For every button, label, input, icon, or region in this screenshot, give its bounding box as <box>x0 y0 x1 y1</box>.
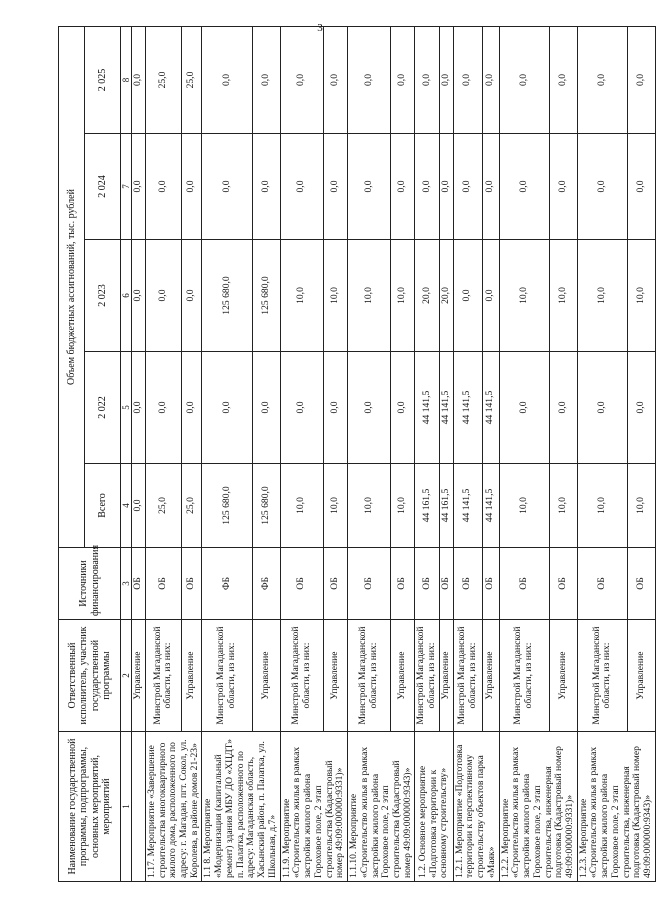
source-cell: ОБ <box>577 548 627 620</box>
table-row <box>577 27 627 882</box>
responsible-cell: Управление <box>549 620 577 732</box>
year-2024-cell: 0,0 <box>391 134 415 240</box>
year-2025-cell: 25,0 <box>182 27 202 134</box>
total-cell: 44 161,5 <box>415 464 439 548</box>
column-number: 6 <box>121 240 132 352</box>
year-2023-cell: 0,0 <box>483 240 500 352</box>
year-2023-cell: 10,0 <box>323 240 347 352</box>
total-cell: 25,0 <box>182 464 202 548</box>
year-2022-cell: 0,0 <box>182 352 202 464</box>
source-cell: ОБ <box>182 548 202 620</box>
year-2023-cell: 10,0 <box>348 240 391 352</box>
year-2025-cell: 0,0 <box>577 27 627 134</box>
total-cell: 44 161,5 <box>439 464 453 548</box>
total-cell: 10,0 <box>280 464 323 548</box>
page-number: 3 <box>317 22 323 34</box>
source-cell: ОБ <box>549 548 577 620</box>
total-cell: 0,0 <box>132 464 146 548</box>
header-year: 2 023 <box>85 240 121 352</box>
table-row <box>499 27 549 882</box>
year-2023-cell: 10,0 <box>577 240 627 352</box>
program-name-cell: 1.1.10. Мероприятие «Строительство жилья в рамках застройки жилого района Гороховое поле, 2 этап строительства (Кадастровый номер 49:09:000000:9343)» <box>348 732 415 882</box>
year-2025-cell: 0,0 <box>280 27 323 134</box>
year-2025-cell: 0,0 <box>252 27 280 134</box>
year-2025-cell: 25,0 <box>145 27 181 134</box>
header-source: Источники финансирования <box>59 548 121 620</box>
year-2024-cell: 0,0 <box>627 134 655 240</box>
total-cell: 10,0 <box>549 464 577 548</box>
column-number: 3 <box>121 548 132 620</box>
year-2022-cell: 44 141,5 <box>415 352 439 464</box>
year-2022-cell: 44 141,5 <box>483 352 500 464</box>
responsible-cell: Минстрой Магаданской области, из них: <box>280 620 323 732</box>
year-2025-cell: 0,0 <box>202 27 252 134</box>
year-2024-cell: 0,0 <box>202 134 252 240</box>
header-year: 2 024 <box>85 134 121 240</box>
year-2024-cell: 0,0 <box>499 134 549 240</box>
responsible-cell: Минстрой Магаданской области, из них: <box>348 620 391 732</box>
responsible-cell: Управление <box>132 620 146 732</box>
year-2023-cell: 0,0 <box>182 240 202 352</box>
program-name-cell: 1.2.2. Мероприятие «Строительство жилья в рамках застройки жилого района Гороховое поле, 2 этап строительства, инженерная подготовка (Кадастровый номер 49:09:000000:9331)» <box>499 732 577 882</box>
column-number: 2 <box>121 620 132 732</box>
year-2023-cell: 0,0 <box>132 240 146 352</box>
responsible-cell: Управление <box>252 620 280 732</box>
year-2022-cell: 0,0 <box>391 352 415 464</box>
year-2025-cell: 0,0 <box>391 27 415 134</box>
year-2024-cell: 0,0 <box>182 134 202 240</box>
year-2022-cell: 44 141,5 <box>453 352 482 464</box>
year-2024-cell: 0,0 <box>549 134 577 240</box>
year-2025-cell: 0,0 <box>549 27 577 134</box>
source-cell: ОБ <box>280 548 323 620</box>
column-number: 5 <box>121 352 132 464</box>
program-name-cell: 1.2.1. Мероприятие «Подготовка территории к перспективному строительству объектов парка «Маяк» <box>453 732 499 882</box>
total-cell: 44 141,5 <box>483 464 500 548</box>
responsible-cell: Минстрой Магаданской области, из них: <box>145 620 181 732</box>
year-2025-cell: 0,0 <box>132 27 146 134</box>
year-2024-cell: 0,0 <box>323 134 347 240</box>
year-2022-cell: 0,0 <box>132 352 146 464</box>
header-responsible: Ответственный исполнитель, участник государственной программы <box>59 620 121 732</box>
year-2024-cell: 0,0 <box>439 134 453 240</box>
budget-table <box>58 26 656 882</box>
total-cell: 10,0 <box>348 464 391 548</box>
year-2022-cell: 0,0 <box>348 352 391 464</box>
source-cell: ОБ <box>415 548 439 620</box>
responsible-cell: Управление <box>439 620 453 732</box>
responsible-cell: Управление <box>391 620 415 732</box>
table-row <box>280 27 323 882</box>
year-2025-cell: 0,0 <box>348 27 391 134</box>
year-2022-cell: 0,0 <box>323 352 347 464</box>
year-2025-cell: 0,0 <box>483 27 500 134</box>
column-number: 4 <box>121 464 132 548</box>
responsible-cell: Минстрой Магаданской области, из них: <box>453 620 482 732</box>
program-name-cell: 1.2. Основное мероприятие «Подготовка территории к основному строительству» <box>415 732 453 882</box>
year-2022-cell: 0,0 <box>145 352 181 464</box>
total-cell: 10,0 <box>627 464 655 548</box>
year-2022-cell: 0,0 <box>202 352 252 464</box>
table-row <box>415 27 439 882</box>
header-budget-group: Объем бюджетных ассигнований, тыс. рублей <box>59 27 85 548</box>
year-2023-cell: 10,0 <box>627 240 655 352</box>
column-number: 1 <box>121 732 132 882</box>
source-cell: ОБ <box>391 548 415 620</box>
year-2025-cell: 0,0 <box>499 27 549 134</box>
program-name-cell: 1.1.9. Мероприятие «Строительство жилья в рамках застройки жилого района Гороховое поле, 2 этап строительства (Кадастровый номер 49:09:000000:9331)» <box>280 732 347 882</box>
year-2023-cell: 20,0 <box>415 240 439 352</box>
source-cell: ОБ <box>323 548 347 620</box>
year-2023-cell: 125 680,0 <box>202 240 252 352</box>
total-cell: 125 680,0 <box>252 464 280 548</box>
table-row <box>202 27 252 882</box>
header-name: Наименование государственной программы, подпрограммы, основных мероприятий, мероприятий <box>59 732 121 882</box>
column-number: 7 <box>121 134 132 240</box>
total-cell: 44 141,5 <box>453 464 482 548</box>
source-cell: ОБ <box>453 548 482 620</box>
responsible-cell: Управление <box>323 620 347 732</box>
year-2024-cell: 0,0 <box>453 134 482 240</box>
year-2023-cell: 0,0 <box>453 240 482 352</box>
source-cell: ОБ <box>627 548 655 620</box>
source-cell: ФБ <box>202 548 252 620</box>
program-name-cell: 1.2.3. Мероприятие «Строительство жилья в рамках застройки жилого района Гороховое поле, 2 этап строительства, инженерная подготовка (Кадастровый номер 49:09:000000:9343)» <box>577 732 655 882</box>
program-name-cell: 1.17. Мероприятие «Завершение строительства многоквартирного жилого дома, расположенного по адресу: г. Магадан, пгт. Сокол, ул. Королева, в районе домов 21-23» <box>145 732 202 882</box>
year-2023-cell: 20,0 <box>439 240 453 352</box>
total-cell: 10,0 <box>391 464 415 548</box>
total-cell: 10,0 <box>323 464 347 548</box>
table-row <box>132 27 146 882</box>
program-name-cell <box>132 732 146 882</box>
year-2023-cell: 10,0 <box>280 240 323 352</box>
year-2024-cell: 0,0 <box>280 134 323 240</box>
source-cell: ОБ <box>483 548 500 620</box>
header-year: 2 022 <box>85 352 121 464</box>
source-cell: ОБ <box>499 548 549 620</box>
year-2025-cell: 0,0 <box>439 27 453 134</box>
year-2023-cell: 0,0 <box>145 240 181 352</box>
total-cell: 10,0 <box>577 464 627 548</box>
year-2022-cell: 0,0 <box>549 352 577 464</box>
total-cell: 125 680,0 <box>202 464 252 548</box>
source-cell: ФБ <box>252 548 280 620</box>
responsible-cell: Минстрой Магаданской области, из них: <box>577 620 627 732</box>
year-2023-cell: 10,0 <box>391 240 415 352</box>
year-2022-cell: 0,0 <box>577 352 627 464</box>
year-2024-cell: 0,0 <box>145 134 181 240</box>
responsible-cell: Управление <box>483 620 500 732</box>
year-2024-cell: 0,0 <box>348 134 391 240</box>
year-2022-cell: 0,0 <box>627 352 655 464</box>
year-2024-cell: 0,0 <box>415 134 439 240</box>
year-2023-cell: 10,0 <box>549 240 577 352</box>
source-cell: ОБ <box>439 548 453 620</box>
year-2025-cell: 0,0 <box>453 27 482 134</box>
year-2024-cell: 0,0 <box>483 134 500 240</box>
year-2022-cell: 0,0 <box>499 352 549 464</box>
total-cell: 10,0 <box>499 464 549 548</box>
column-number: 8 <box>121 27 132 134</box>
program-name-cell: 1.1 8. Мероприятие «Модернизация (капитальный ремонт) здания МБУ ДО «ХЦДТ» п. Палатка, расположенного по адресу: Магаданская область, Хасынский район, п. Палатка, ул. Школьная, д.7» <box>202 732 280 882</box>
header-total: Всего <box>85 464 121 548</box>
year-2024-cell: 0,0 <box>577 134 627 240</box>
table-row <box>453 27 482 882</box>
table-row <box>348 27 391 882</box>
source-cell: ОБ <box>145 548 181 620</box>
rotated-table-container <box>58 27 654 882</box>
year-2025-cell: 0,0 <box>415 27 439 134</box>
header-year: 2 025 <box>85 27 121 134</box>
year-2025-cell: 0,0 <box>323 27 347 134</box>
year-2024-cell: 0,0 <box>132 134 146 240</box>
year-2022-cell: 0,0 <box>252 352 280 464</box>
year-2023-cell: 10,0 <box>499 240 549 352</box>
total-cell: 25,0 <box>145 464 181 548</box>
source-cell: ОБ <box>348 548 391 620</box>
responsible-cell: Управление <box>627 620 655 732</box>
source-cell: ОБ <box>132 548 146 620</box>
responsible-cell: Минстрой Магаданской области, из них: <box>499 620 549 732</box>
responsible-cell: Минстрой Магаданской области, из них: <box>415 620 439 732</box>
year-2022-cell: 0,0 <box>280 352 323 464</box>
responsible-cell: Минстрой Магаданской области, из них: <box>202 620 252 732</box>
year-2022-cell: 44 141,5 <box>439 352 453 464</box>
year-2024-cell: 0,0 <box>252 134 280 240</box>
responsible-cell: Управление <box>182 620 202 732</box>
year-2023-cell: 125 680,0 <box>252 240 280 352</box>
year-2025-cell: 0,0 <box>627 27 655 134</box>
table-body <box>132 27 656 882</box>
table-row <box>145 27 181 882</box>
